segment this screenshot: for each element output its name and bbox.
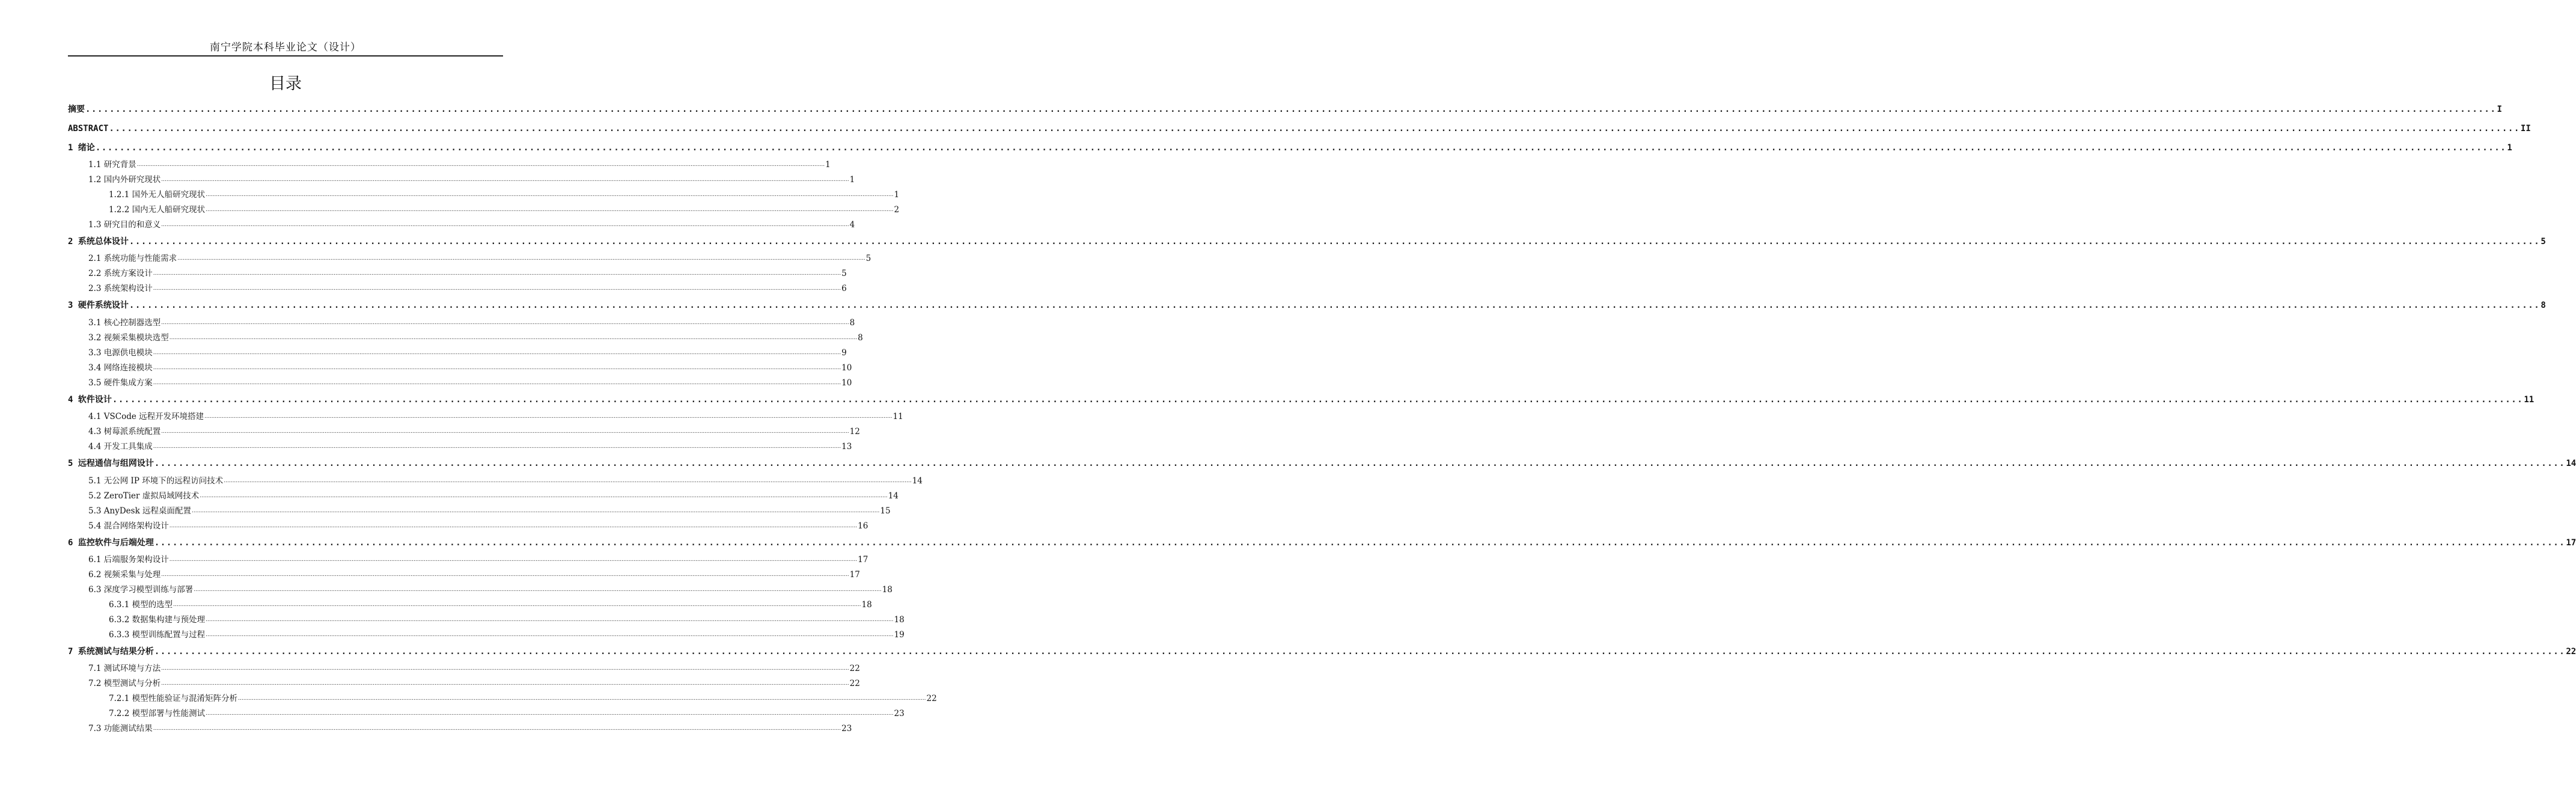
toc-entry-label: 7.2.1 模型性能验证与混淆矩阵分析 <box>109 694 238 703</box>
toc-entry-label: 6.3.2 数据集构建与预处理 <box>109 615 206 625</box>
toc-entry[interactable] <box>68 314 855 329</box>
dot-leader: ................................................................................................................................................................................................................................................................................................................................................................................................................ <box>161 177 849 183</box>
dot-leader: ................................................................................................................................................................................................................................................................................................................................................................................................................ <box>200 493 888 499</box>
dot-leader: ................................................................................................................................................................................................................................................................................................................................................................................................................ <box>194 587 882 593</box>
toc-entry-page: 8 <box>849 318 855 328</box>
toc-entry-label: 3.1 核心控制器选型 <box>88 318 161 328</box>
toc-entry[interactable] <box>68 375 852 389</box>
toc-entry-label: 3.2 视频采集模块选型 <box>88 333 169 343</box>
toc-entry-label: 1.2 国内外研究现状 <box>88 175 161 185</box>
dot-leader: ................................................................................................................................................................................................................................................................................................................................................................................................................ <box>161 429 849 435</box>
toc-entry-page: 22 <box>2566 647 2576 656</box>
toc-entry-label: 4 软件设计 <box>68 395 112 405</box>
toc-entry[interactable] <box>68 391 2535 406</box>
dot-leader: ................................................................................................................................................................................................................................................................................................................................................................................................................ <box>161 222 849 228</box>
dot-leader: ................................................................................................................................................................................................................................................................................................................................................................................................................ <box>112 395 2524 405</box>
toc-entry[interactable] <box>68 581 893 596</box>
toc-entry-page: 12 <box>849 427 860 436</box>
toc-entry-page: 5 <box>841 269 847 278</box>
toc-entry[interactable] <box>68 643 2576 658</box>
dot-leader: ................................................................................................................................................................................................................................................................................................................................................................................................................ <box>169 523 858 529</box>
dot-leader: ................................................................................................................................................................................................................................................................................................................................................................................................................ <box>153 444 841 450</box>
toc-entry-page: II <box>2520 124 2531 133</box>
toc-entry[interactable] <box>68 120 2531 135</box>
toc-entry-label: 3.5 硬件集成方案 <box>88 378 153 388</box>
toc-entry-page: 22 <box>849 664 860 673</box>
toc-entry-label: 1 绪论 <box>68 143 95 153</box>
toc-entry-page: 5 <box>2541 237 2546 246</box>
toc-entry-page: 9 <box>841 348 847 358</box>
dot-leader: ................................................................................................................................................................................................................................................................................................................................................................................................................ <box>206 207 894 213</box>
toc-entry-page: 13 <box>841 442 852 451</box>
toc-entry-label: 3 硬件系统设计 <box>68 301 129 310</box>
toc-entry[interactable] <box>68 455 2576 470</box>
toc-entry-page: 4 <box>849 220 855 230</box>
toc-entry-label: 7.1 测试环境与方法 <box>88 664 161 673</box>
toc-entry[interactable] <box>68 596 872 611</box>
toc-entry-page: 14 <box>912 476 923 486</box>
toc-entry[interactable] <box>68 518 868 532</box>
toc-entry[interactable] <box>68 233 2546 248</box>
toc-entry-page: 1 <box>2507 143 2512 153</box>
toc-entry[interactable] <box>68 280 847 295</box>
toc-entry-page: 22 <box>849 679 860 688</box>
dot-leader: ................................................................................................................................................................................................................................................................................................................................................................................................................ <box>224 478 912 484</box>
dot-leader: ................................................................................................................................................................................................................................................................................................................................................................................................................ <box>192 508 880 514</box>
dot-leader: ................................................................................................................................................................................................................................................................................................................................................................................................................ <box>173 602 861 608</box>
toc-entry[interactable] <box>68 626 905 641</box>
dot-leader: ................................................................................................................................................................................................................................................................................................................................................................................................................ <box>206 711 894 717</box>
toc-entry-label: ABSTRACT <box>68 124 109 133</box>
toc-entry-label: 7.3 功能测试结果 <box>88 724 153 733</box>
dot-leader: ................................................................................................................................................................................................................................................................................................................................................................................................................ <box>161 681 849 687</box>
toc-entry[interactable] <box>68 690 937 705</box>
dot-leader: ................................................................................................................................................................................................................................................................................................................................................................................................................ <box>136 162 825 168</box>
dot-leader: ................................................................................................................................................................................................................................................................................................................................................................................................................ <box>153 286 841 292</box>
toc-entry-page: 5 <box>865 254 871 263</box>
toc-entry-page: 14 <box>888 491 899 501</box>
dot-leader: ................................................................................................................................................................................................................................................................................................................................................................................................................ <box>153 726 841 732</box>
toc-entry-label: 7 系统测试与结果分析 <box>68 647 154 656</box>
dot-leader: ................................................................................................................................................................................................................................................................................................................................................................................................................ <box>129 301 2541 310</box>
toc-entry-page: 6 <box>841 284 847 293</box>
toc-entry-page: 18 <box>894 615 905 625</box>
toc-entry-label: 4.3 树莓派系统配置 <box>88 427 161 436</box>
toc-entry-page: 22 <box>926 694 937 703</box>
toc-entry[interactable] <box>68 423 860 438</box>
dot-leader: ................................................................................................................................................................................................................................................................................................................................................................................................................ <box>153 350 841 356</box>
dot-leader: ................................................................................................................................................................................................................................................................................................................................................................................................................ <box>161 666 849 672</box>
toc-entry-label: 5.3 AnyDesk 远程桌面配置 <box>88 506 192 516</box>
toc-entry-page: 1 <box>894 190 900 200</box>
toc-entry[interactable] <box>68 566 860 581</box>
toc-entry[interactable] <box>68 611 905 626</box>
dot-leader: ................................................................................................................................................................................................................................................................................................................................................................................................................ <box>153 380 841 386</box>
dot-leader: ................................................................................................................................................................................................................................................................................................................................................................................................................ <box>177 256 865 262</box>
toc-entry-label: 4.1 VSCode 远程开发环境搭建 <box>88 412 204 421</box>
toc-entry-label: 2.3 系统架构设计 <box>88 284 153 293</box>
toc-entry-label: 2 系统总体设计 <box>68 237 129 246</box>
toc-entry-label: 2.1 系统功能与性能需求 <box>88 254 177 263</box>
toc-title: 目录 <box>269 75 302 93</box>
toc-entry[interactable] <box>68 186 900 201</box>
toc-entry-page: 8 <box>858 333 863 343</box>
toc-entry-label: 6.1 后端服务架构设计 <box>88 555 169 565</box>
toc-entry-label: 1.2.1 国外无人船研究现状 <box>109 190 206 200</box>
toc-entry-page: 11 <box>2524 395 2535 405</box>
toc-entry-label: 1.1 研究背景 <box>88 160 136 170</box>
dot-leader: ................................................................................................................................................................................................................................................................................................................................................................................................................ <box>161 572 849 578</box>
toc-entry-label: 5 远程通信与组网设计 <box>68 459 154 468</box>
toc-entry-page: 15 <box>880 506 891 516</box>
toc-entry-page: 19 <box>894 630 905 640</box>
toc-entry-label: 5.4 混合网络架构设计 <box>88 521 169 531</box>
toc-entry-label: 3.3 电源供电模块 <box>88 348 153 358</box>
toc-entry-page: I <box>2497 105 2502 114</box>
dot-leader: ................................................................................................................................................................................................................................................................................................................................................................................................................ <box>206 617 894 623</box>
toc-entry[interactable] <box>68 534 2576 549</box>
toc-entry-page: 10 <box>841 363 852 373</box>
toc-entry-label: 摘要 <box>68 105 85 114</box>
toc-entry-page: 16 <box>858 521 868 531</box>
toc-entry-page: 17 <box>858 555 868 565</box>
dot-leader: ................................................................................................................................................................................................................................................................................................................................................................................................................ <box>238 696 926 702</box>
toc-entry-page: 1 <box>825 160 831 170</box>
toc-entry[interactable] <box>68 156 831 171</box>
toc-entry-page: 23 <box>894 709 905 718</box>
toc-entry-label: 6.3 深度学习模型训练与部署 <box>88 585 194 595</box>
toc-entry[interactable] <box>68 408 903 423</box>
toc-entry-label: 5.1 无公网 IP 环境下的远程访问技术 <box>88 476 224 486</box>
toc-entry-label: 2.2 系统方案设计 <box>88 269 153 278</box>
dot-leader: ................................................................................................................................................................................................................................................................................................................................................................................................................ <box>154 538 2566 548</box>
toc-entry[interactable] <box>68 675 860 690</box>
toc-entry[interactable] <box>68 488 899 502</box>
dot-leader: ................................................................................................................................................................................................................................................................................................................................................................................................................ <box>153 271 841 277</box>
toc-entry[interactable] <box>68 201 900 216</box>
toc-entry-label: 1.2.2 国内无人船研究现状 <box>109 205 206 215</box>
toc-entry-page: 14 <box>2566 459 2576 468</box>
toc-entry[interactable] <box>68 551 868 566</box>
toc-entry-label: 6 监控软件与后端处理 <box>68 538 154 548</box>
toc-entry-label: 7.2.2 模型部署与性能测试 <box>109 709 206 718</box>
toc-entry-label: 3.4 网络连接模块 <box>88 363 153 373</box>
dot-leader: ................................................................................................................................................................................................................................................................................................................................................................................................................ <box>109 124 2520 133</box>
toc-entry[interactable] <box>68 101 2502 115</box>
toc-entry[interactable] <box>68 216 855 231</box>
toc-entry-label: 6.3.3 模型训练配置与过程 <box>109 630 206 640</box>
toc-entry[interactable] <box>68 720 852 735</box>
toc-entry-label: 5.2 ZeroTier 虚拟局域网技术 <box>88 491 200 501</box>
dot-leader: ................................................................................................................................................................................................................................................................................................................................................................................................................ <box>161 320 849 326</box>
toc-entry-page: 11 <box>893 412 903 421</box>
toc-entry-page: 8 <box>2541 301 2546 310</box>
dot-leader: ................................................................................................................................................................................................................................................................................................................................................................................................................ <box>154 647 2566 656</box>
toc-entry[interactable] <box>68 438 852 453</box>
toc-entry-page: 17 <box>2566 538 2576 548</box>
toc-entry[interactable] <box>68 660 860 675</box>
toc-entry-label: 6.3.1 模型的选型 <box>109 600 173 610</box>
toc-entry-label: 6.2 视频采集与处理 <box>88 570 161 580</box>
toc-entry-label: 1.3 研究目的和意义 <box>88 220 161 230</box>
dot-leader: ................................................................................................................................................................................................................................................................................................................................................................................................................ <box>95 143 2507 153</box>
toc-entry-page: 18 <box>861 600 872 610</box>
dot-leader: ................................................................................................................................................................................................................................................................................................................................................................................................................ <box>154 459 2566 468</box>
toc-entry-page: 1 <box>849 175 855 185</box>
dot-leader: ................................................................................................................................................................................................................................................................................................................................................................................................................ <box>206 192 894 198</box>
dot-leader: ................................................................................................................................................................................................................................................................................................................................................................................................................ <box>153 365 841 371</box>
header-title: 南宁学院本科毕业论文（设计） <box>210 41 361 54</box>
dot-leader: ................................................................................................................................................................................................................................................................................................................................................................................................................ <box>85 105 2497 114</box>
toc-entry[interactable] <box>68 265 847 280</box>
toc-entry-label: 4.4 开发工具集成 <box>88 442 153 451</box>
toc-entry[interactable] <box>68 297 2546 311</box>
dot-leader: ................................................................................................................................................................................................................................................................................................................................................................................................................ <box>169 557 858 563</box>
dot-leader: ................................................................................................................................................................................................................................................................................................................................................................................................................ <box>206 632 894 638</box>
toc-entry[interactable] <box>68 171 855 186</box>
toc-entry[interactable] <box>68 473 923 487</box>
toc-entry-page: 2 <box>894 205 900 215</box>
toc-entry-label: 7.2 模型测试与分析 <box>88 679 161 688</box>
toc-entry-page: 23 <box>841 724 852 733</box>
toc-entry[interactable] <box>68 705 905 720</box>
dot-leader: ................................................................................................................................................................................................................................................................................................................................................................................................................ <box>204 414 893 420</box>
toc-entry[interactable] <box>68 139 2512 154</box>
page-header <box>68 40 503 57</box>
toc-entry[interactable] <box>68 329 863 344</box>
toc-entry[interactable] <box>68 344 847 359</box>
toc-entry-page: 10 <box>841 378 852 388</box>
toc-entry-page: 17 <box>849 570 860 580</box>
toc-entry-page: 18 <box>882 585 893 595</box>
toc-entry[interactable] <box>68 503 891 517</box>
dot-leader: ................................................................................................................................................................................................................................................................................................................................................................................................................ <box>129 237 2541 246</box>
toc-entry[interactable] <box>68 360 852 374</box>
toc-entry[interactable] <box>68 250 871 265</box>
dot-leader: ................................................................................................................................................................................................................................................................................................................................................................................................................ <box>169 335 858 341</box>
